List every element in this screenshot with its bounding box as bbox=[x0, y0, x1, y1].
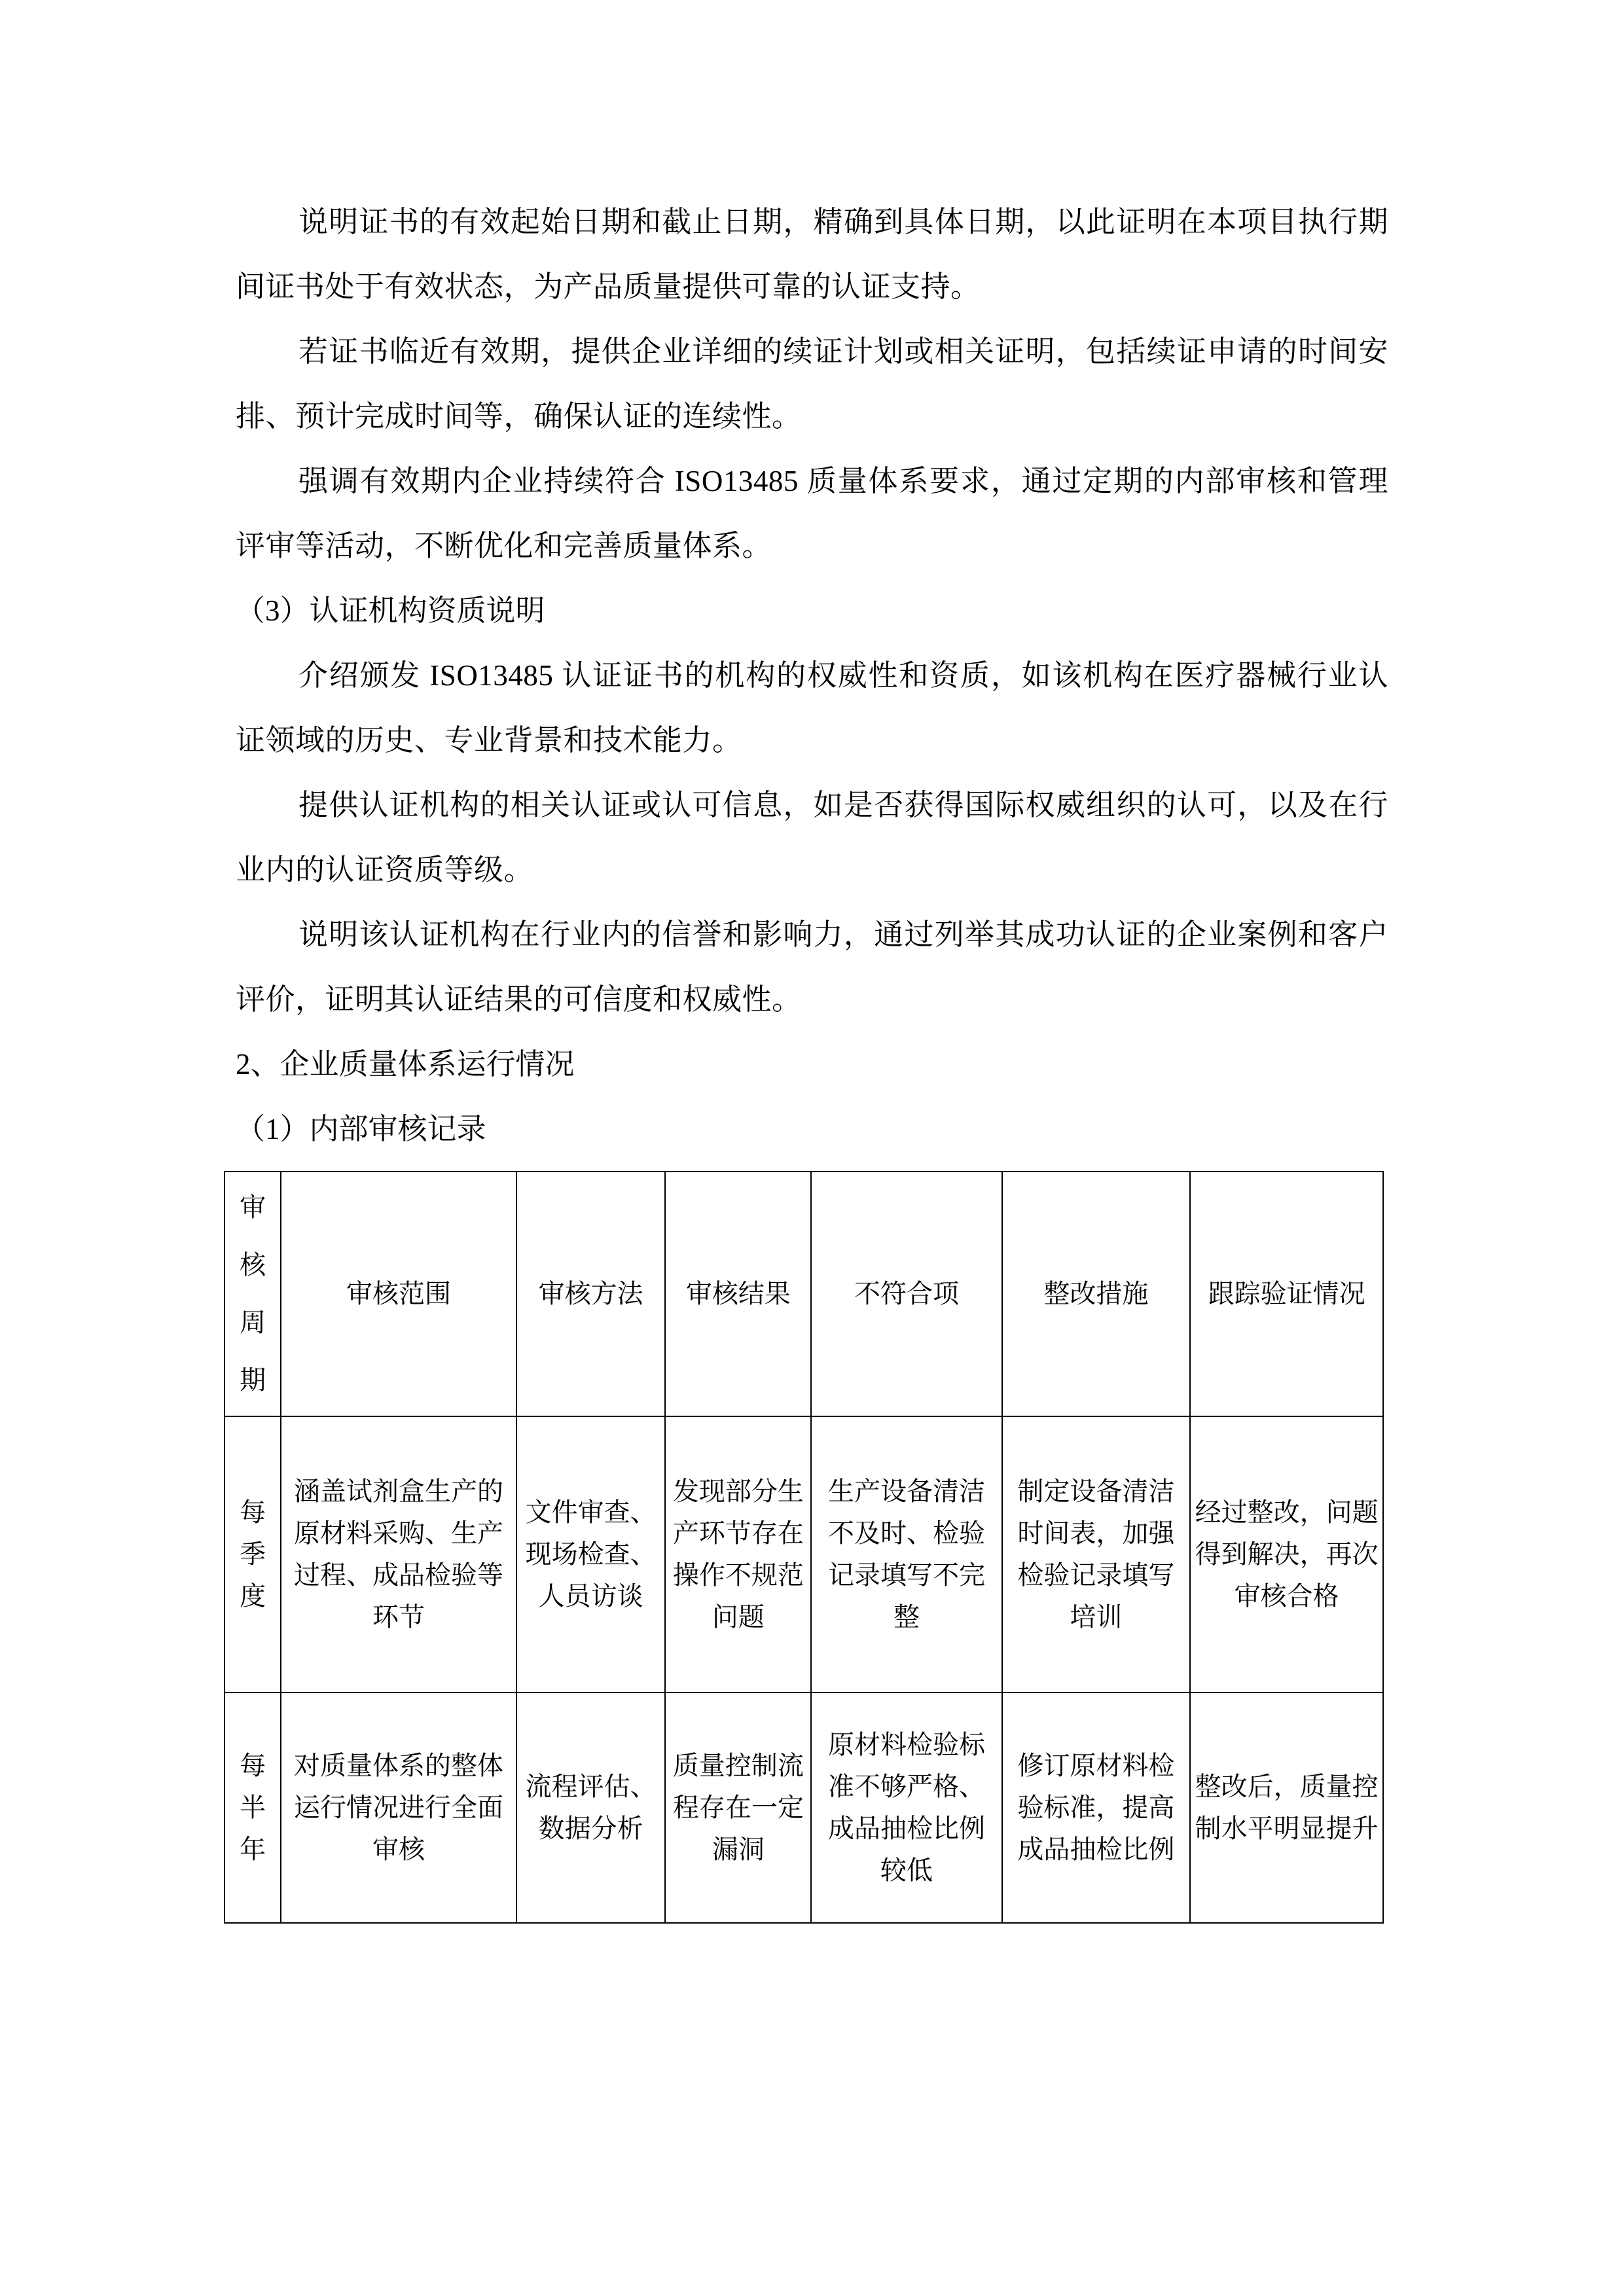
paragraph-certification-accreditation: 提供认证机构的相关认证或认可信息，如是否获得国际权威组织的认可，以及在行业内的认证资质等级。 bbox=[236, 789, 1388, 886]
paragraph-certification-body-authority: 介绍颁发 ISO13485 认证证书的机构的权威性和资质，如该机构在医疗器械行业认证领域的历史、专业背景和技术能力。 bbox=[236, 659, 1388, 757]
table-header-nonconformity: 不符合项 bbox=[811, 1172, 1001, 1416]
paragraph-certification-reputation: 说明该认证机构在行业内的信誉和影响力，通过列举其成功认证的企业案例和客户评价，证明其认证结果的可信度和权威性。 bbox=[236, 918, 1388, 1016]
cell-audit-cycle: 每半年 bbox=[225, 1693, 281, 1923]
heading-quality-system-operation: 2、企业质量体系运行情况 bbox=[236, 1048, 575, 1081]
paragraph-renewal-plan: 若证书临近有效期，提供企业详细的续证计划或相关证明，包括续证申请的时间安排、预计完成时间等，确保认证的连续性。 bbox=[236, 335, 1388, 433]
heading-certification-body-qualification: （3）认证机构资质说明 bbox=[236, 594, 545, 627]
table-header-corrective-action: 整改措施 bbox=[1002, 1172, 1191, 1416]
cell-audit-result: 发现部分生产环节存在操作不规范问题 bbox=[665, 1416, 811, 1693]
cell-audit-cycle: 每季度 bbox=[225, 1416, 281, 1693]
table-row bbox=[225, 1693, 1383, 1923]
cell-corrective-action: 制定设备清洁时间表，加强检验记录填写培训 bbox=[1002, 1416, 1191, 1693]
paragraph-iso-compliance: 强调有效期内企业持续符合 ISO13485 质量体系要求，通过定期的内部审核和管理评审等活动，不断优化和完善质量体系。 bbox=[236, 465, 1388, 562]
paragraph-certificate-validity: 说明证书的有效起始日期和截止日期，精确到具体日期，以此证明在本项目执行期间证书处于有效状态，为产品质量提供可靠的认证支持。 bbox=[236, 206, 1388, 303]
heading-internal-audit-records: （1）内部审核记录 bbox=[236, 1113, 486, 1145]
cell-corrective-action: 修订原材料检验标准，提高成品抽检比例 bbox=[1002, 1693, 1191, 1923]
cell-nonconformity: 原材料检验标准不够严格、成品抽检比例较低 bbox=[811, 1693, 1001, 1923]
cell-audit-method: 文件审查、现场检查、人员访谈 bbox=[516, 1416, 666, 1693]
table-row bbox=[225, 1416, 1383, 1693]
table-header-audit-scope: 审核范围 bbox=[281, 1172, 516, 1416]
table-header-audit-result: 审核结果 bbox=[665, 1172, 811, 1416]
cell-audit-scope: 涵盖试剂盒生产的原材料采购、生产过程、成品检验等环节 bbox=[281, 1416, 516, 1693]
internal-audit-table-wrapper bbox=[224, 1171, 1388, 1924]
cell-followup-verification: 经过整改，问题得到解决，再次审核合格 bbox=[1190, 1416, 1383, 1693]
cell-followup-verification: 整改后，质量控制水平明显提升 bbox=[1190, 1693, 1383, 1923]
table-header-row bbox=[225, 1172, 1383, 1416]
table-header-audit-method: 审核方法 bbox=[516, 1172, 666, 1416]
internal-audit-table bbox=[224, 1171, 1384, 1924]
cell-audit-result: 质量控制流程存在一定漏洞 bbox=[665, 1693, 811, 1923]
cell-audit-method: 流程评估、数据分析 bbox=[516, 1693, 666, 1923]
table-header-audit-cycle: 审核周期 bbox=[225, 1172, 281, 1416]
table-header-followup-verification: 跟踪验证情况 bbox=[1190, 1172, 1383, 1416]
cell-nonconformity: 生产设备清洁不及时、检验记录填写不完整 bbox=[811, 1416, 1001, 1693]
cell-audit-scope: 对质量体系的整体运行情况进行全面审核 bbox=[281, 1693, 516, 1923]
